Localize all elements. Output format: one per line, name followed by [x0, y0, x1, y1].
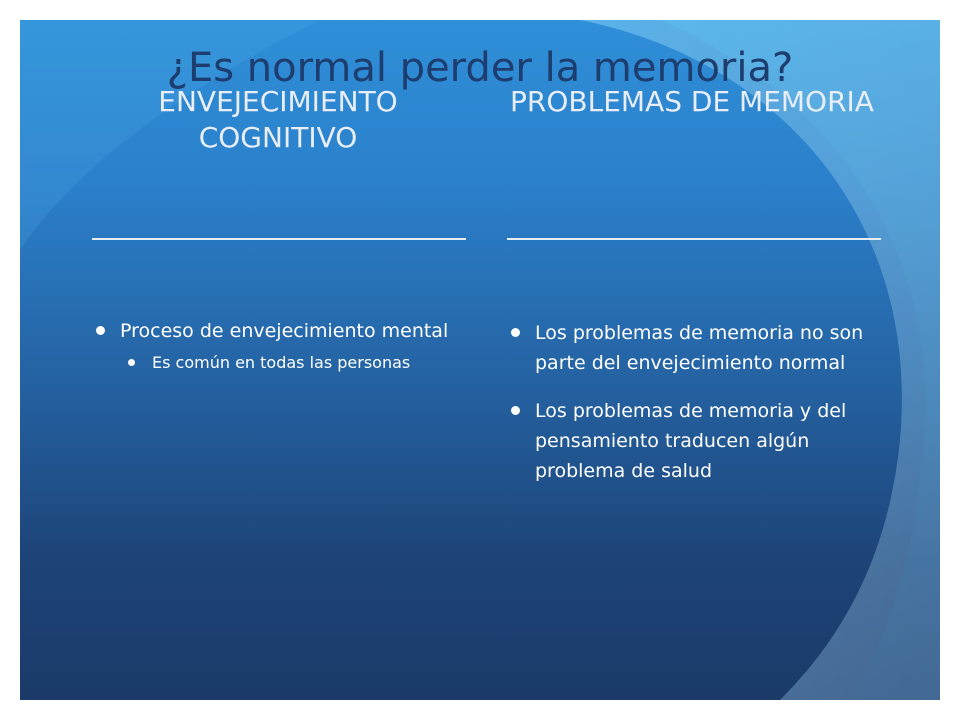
right-heading-divider — [507, 238, 881, 240]
bullet-dot-icon — [96, 326, 105, 335]
left-bullet-list — [92, 316, 462, 393]
bullet-dot-icon — [511, 328, 520, 337]
right-bullet-list — [507, 318, 877, 504]
left-sub-bullet-item — [124, 350, 462, 375]
left-bullet-text: Proceso de envejecimiento mental — [120, 320, 449, 342]
slide — [20, 20, 940, 700]
right-bullet-item — [507, 318, 877, 378]
slide-title: ¿Es normal perder la memoria? — [166, 45, 794, 91]
right-column-heading: PROBLEMAS DE MEMORIA — [510, 85, 874, 118]
bullet-dot-icon — [128, 359, 135, 366]
left-column-heading: ENVEJECIMIENTO COGNITIVO — [158, 85, 398, 154]
left-heading-divider — [92, 238, 466, 240]
right-bullet-item — [507, 396, 877, 486]
right-bullet-text: Los problemas de memoria no son parte del envejecimiento normal — [535, 322, 864, 374]
bullet-dot-icon — [511, 406, 520, 415]
left-bullet-item — [92, 316, 462, 346]
left-sub-bullet-text: Es común en todas las personas — [152, 353, 411, 372]
right-bullet-text: Los problemas de memoria y del pensamiento traducen algún problema de salud — [535, 400, 847, 482]
